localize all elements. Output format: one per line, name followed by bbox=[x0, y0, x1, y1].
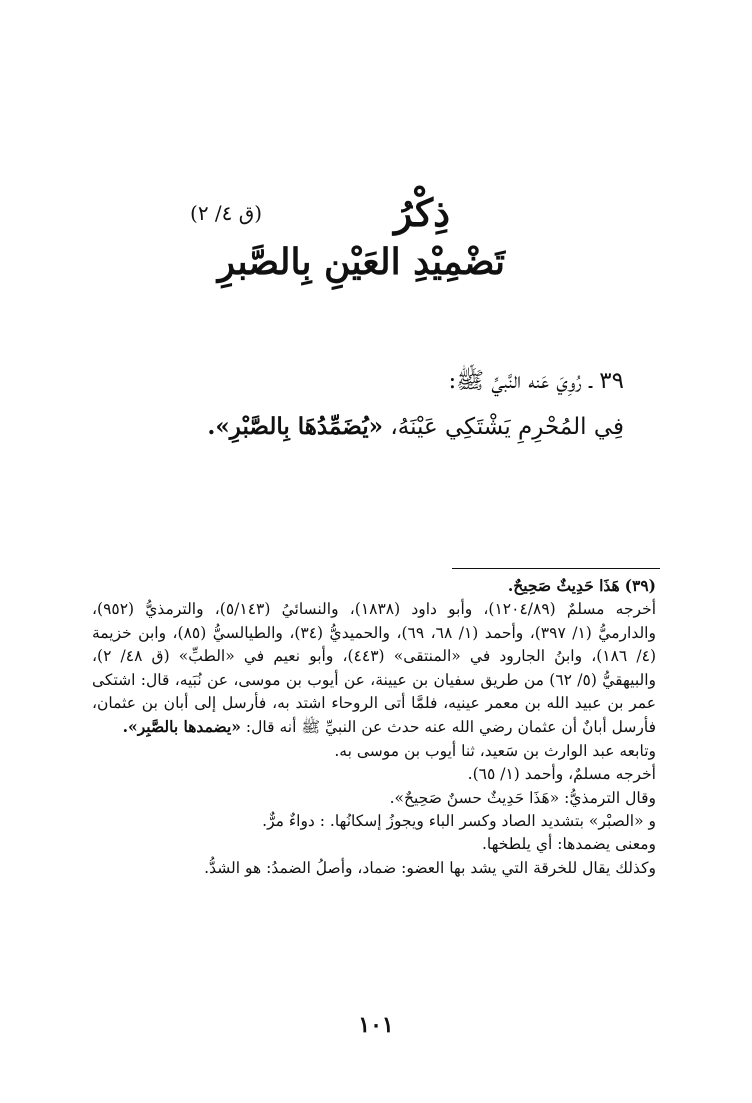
footnote-number: (٣٩) bbox=[624, 576, 656, 595]
footnote-paragraph bbox=[92, 787, 656, 810]
footnote-paragraph: وتابعه عبد الوارث بن سَعيد، ثنا أيوب بن موسى به. bbox=[334, 741, 656, 760]
footnote-paragraph: ومعنى يضمدها: أي يلطخها. bbox=[481, 835, 656, 854]
footnote-tirmidhi-quote: «هَذَا حَدِيثٌ حسنٌ صَحِيحٌ». bbox=[389, 788, 560, 807]
hadith-body-line bbox=[104, 404, 624, 450]
footnote-paragraph: و «الصبْر» بتشديد الصاد وكسر الباء ويجوزُ إسكانُها. : دواءٌ مرٌّ. bbox=[262, 812, 656, 831]
footnotes bbox=[92, 574, 656, 880]
hadith-text bbox=[104, 358, 624, 450]
footnote-takhrij: أخرجه مسلمٌ (١٢٠٤/٨٩)، وأبو داود (١٨٣٨)، والنسائيُ (٥/١٤٣)، والترمذيُّ (٩٥٢)، والدارميُّ (١/ ٣٩٧)، وأحمد (١/ ٦٨، ٦٩)، والحميديُّ (٣٤)، والطيالسيُّ (٨٥)، وابن خزيمة (٤/ ١٨٦)، وابنُ الجارود في «المنتقى» (٤٤٣)، وأبو نعيم في «الطبِّ» (ق ٤٨/ ٢)، والبيهقيُّ (٥/ ٦٢) من طريق سفيان بن عيينة، عن أيوب بن موسى، عن نُبَيه، قال: اشتكى عمر بن عبيد الله بن معمر عينيه، فلمَّا أتى الروحاء اشتد به، فأرسل إلى أبان بن عثمان، فأرسل أبانٌ أن عثمان رضي الله عنه حدث عن النبيِّ ﷺ أنه قال: bbox=[92, 600, 657, 737]
chapter-title: ذِكْرُ bbox=[394, 190, 450, 235]
manuscript-reference: (ق ٤/ ٢) bbox=[190, 201, 263, 225]
footnote-heading bbox=[92, 574, 656, 598]
footnote-paragraph bbox=[92, 598, 656, 739]
chapter-subtitle: تَضْمِيْدِ العَيْنِ بِالصَّبرِ bbox=[217, 241, 505, 283]
footnote-paragraph: أخرجه مسلمٌ، وأحمد (١/ ٦٥). bbox=[467, 765, 656, 784]
hadith-body: فِي المُحْرِمِ يَشْتَكِي عَيْنَهُ، bbox=[390, 414, 624, 440]
footnote-separator bbox=[452, 568, 660, 569]
footnote-tirmidhi: وقال الترمذيُّ: bbox=[564, 788, 656, 807]
hadith-intro: ٣٩ ـ رُوِيَ عَنه النَّبيِّ ﷺ: bbox=[448, 368, 624, 394]
page-number: ١٠١ bbox=[358, 1012, 394, 1038]
hadith-quote: «يُضَمِّدُهَا بِالصَّبْرِ». bbox=[207, 413, 384, 440]
footnote-paragraph: وكذلك يقال للخرقة التي يشد بها العضو: ضماد، وأصلُ الضمدُ: هو الشدُّ. bbox=[204, 858, 656, 877]
footnote-quote: «يضمدها بالصَّبِر». bbox=[122, 717, 241, 737]
footnote-grade: هَذَا حَدِيثٌ صَحِيحٌ. bbox=[507, 576, 620, 595]
chapter-heading bbox=[150, 190, 450, 236]
